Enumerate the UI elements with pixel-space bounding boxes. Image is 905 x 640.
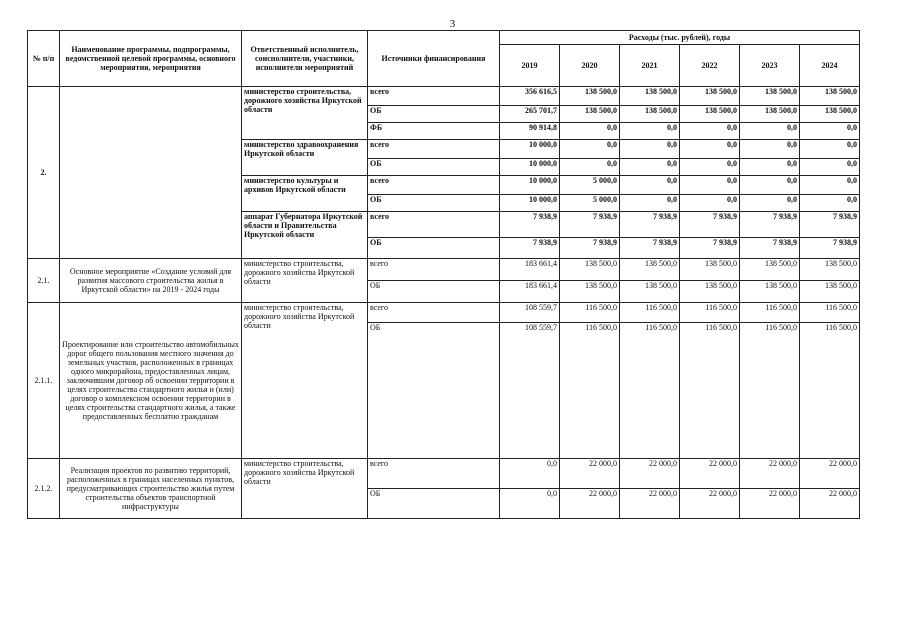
expense-value: 7 938,9 [740,238,800,259]
measure-name: Основное мероприятие «Создание условий для развития массового строительства жилья в Иркутской области» на 2019 - 2024 годы [60,259,242,303]
expense-value: 0,0 [800,140,860,159]
expense-value: 10 000,0 [500,159,560,176]
expense-value: 183 661,4 [500,281,560,303]
executor-name: министерство культуры и архивов Иркутской области [242,176,368,212]
executor-name: министерство строительства, дорожного хозяйства Иркутской области [242,459,368,519]
expense-value: 7 938,9 [680,238,740,259]
expense-value: 138 500,0 [800,281,860,303]
expense-value: 116 500,0 [800,323,860,459]
expense-value: 7 938,9 [740,212,800,238]
measure-name: Реализация проектов по развитию территорий, расположенных в границах населенных пунктов, предусматривающих строительство жилья путем строительства объектов транспортной инфраструктуры [60,459,242,519]
budget-table [27,30,860,519]
expense-value: 7 938,9 [800,238,860,259]
funding-source: ОБ [368,195,500,212]
funding-source: ОБ [368,281,500,303]
funding-source: всего [368,87,500,106]
expense-value: 138 500,0 [560,281,620,303]
header-year: 2024 [800,45,860,87]
expense-value: 7 938,9 [500,212,560,238]
expense-value: 22 000,0 [740,459,800,489]
expense-value: 0,0 [740,123,800,140]
expense-value: 0,0 [800,123,860,140]
expense-value: 22 000,0 [620,459,680,489]
expense-value: 7 938,9 [560,238,620,259]
expense-value: 0,0 [620,140,680,159]
expense-value: 7 938,9 [620,238,680,259]
funding-source: всего [368,259,500,281]
expense-value: 0,0 [800,159,860,176]
expense-value: 10 000,0 [500,195,560,212]
expense-value: 0,0 [680,140,740,159]
expense-value: 22 000,0 [620,489,680,519]
funding-source: ОБ [368,106,500,123]
funding-source: ОБ [368,323,500,459]
expense-value: 183 661,4 [500,259,560,281]
expense-value: 138 500,0 [680,106,740,123]
expense-value: 0,0 [740,195,800,212]
expense-value: 138 500,0 [620,87,680,106]
funding-source: всего [368,140,500,159]
expense-value: 7 938,9 [560,212,620,238]
expense-value: 0,0 [740,159,800,176]
header-expenses: Расходы (тыс. рублей), годы [500,31,860,45]
row-number: 2.1.2. [28,459,60,519]
expense-value: 0,0 [500,459,560,489]
expense-value: 138 500,0 [620,106,680,123]
executor-name: аппарат Губернатора Иркутской области и Правительства Иркутской области [242,212,368,259]
expense-value: 138 500,0 [680,259,740,281]
program-name [60,87,242,259]
expense-value: 138 500,0 [740,259,800,281]
funding-source: всего [368,176,500,195]
header-responsible: Ответственный исполнитель, соисполнители, участники, исполнители мероприятий [242,31,368,87]
expense-value: 138 500,0 [560,106,620,123]
header-year: 2021 [620,45,680,87]
funding-source: ОБ [368,489,500,519]
row-number: 2. [28,87,60,259]
expense-value: 116 500,0 [740,323,800,459]
header-year: 2023 [740,45,800,87]
expense-value: 22 000,0 [800,489,860,519]
expense-value: 5 000,0 [560,176,620,195]
expense-value: 0,0 [800,195,860,212]
expense-value: 0,0 [560,159,620,176]
funding-source: всего [368,212,500,238]
expense-value: 138 500,0 [680,281,740,303]
expense-value: 0,0 [620,123,680,140]
expense-value: 116 500,0 [560,323,620,459]
executor-name: министерство здравоохранения Иркутской области [242,140,368,176]
expense-value: 0,0 [740,140,800,159]
header-name: Наименование программы, подпрограммы, ведомственной целевой программы, основного мероприятия, мероприятия [60,31,242,87]
expense-value: 7 938,9 [800,212,860,238]
expense-value: 7 938,9 [620,212,680,238]
expense-value: 116 500,0 [680,323,740,459]
expense-value: 108 559,7 [500,303,560,323]
executor-name: министерство строительства, дорожного хозяйства Иркутской области [242,259,368,303]
expense-value: 5 000,0 [560,195,620,212]
header-year: 2022 [680,45,740,87]
expense-value: 0,0 [680,195,740,212]
executor-name: министерство строительства, дорожного хозяйства Иркутской области [242,303,368,459]
expense-value: 0,0 [680,159,740,176]
expense-value: 10 000,0 [500,176,560,195]
expense-value: 138 500,0 [560,259,620,281]
expense-value: 22 000,0 [680,459,740,489]
header-year: 2019 [500,45,560,87]
expense-value: 138 500,0 [560,87,620,106]
expense-value: 10 000,0 [500,140,560,159]
expense-value: 0,0 [680,176,740,195]
expense-value: 138 500,0 [800,106,860,123]
expense-value: 138 500,0 [620,281,680,303]
measure-name: Проектирование или строительство автомобильных дорог общего пользования местного значения до земельных участков, расположенных в границах одного микрорайона, предоставленных лицам, заключившим договор об освоении территории в целях строительства стандартного жилья и (или) договор о комплексном освоении территории в целях строительства стандартного жилья, а также предоставленных бесплатно гражданам [60,303,242,459]
funding-source: ОБ [368,238,500,259]
expense-value: 22 000,0 [740,489,800,519]
funding-source: ФБ [368,123,500,140]
expense-value: 22 000,0 [560,489,620,519]
expense-value: 0,0 [560,140,620,159]
funding-source: всего [368,459,500,489]
expense-value: 265 701,7 [500,106,560,123]
expense-value: 138 500,0 [740,281,800,303]
expense-value: 0,0 [500,489,560,519]
expense-value: 0,0 [680,123,740,140]
table-row [28,303,860,323]
expense-value: 116 500,0 [800,303,860,323]
expense-value: 0,0 [620,195,680,212]
expense-value: 138 500,0 [800,87,860,106]
expense-value: 116 500,0 [740,303,800,323]
expense-value: 116 500,0 [680,303,740,323]
expense-value: 22 000,0 [560,459,620,489]
table-row [28,459,860,489]
table-row [28,87,860,106]
expense-value: 108 559,7 [500,323,560,459]
expense-value: 116 500,0 [620,323,680,459]
expense-value: 138 500,0 [740,87,800,106]
table-row [28,259,860,281]
expense-value: 356 616,5 [500,87,560,106]
page-number: 3 [449,18,456,30]
row-number: 2.1.1. [28,303,60,459]
expense-value: 7 938,9 [500,238,560,259]
row-number: 2.1. [28,259,60,303]
expense-value: 0,0 [620,176,680,195]
header-num: № п/п [28,31,60,87]
expense-value: 138 500,0 [680,87,740,106]
expense-value: 7 938,9 [680,212,740,238]
expense-value: 0,0 [800,176,860,195]
expense-value: 22 000,0 [680,489,740,519]
expense-value: 0,0 [740,176,800,195]
expense-value: 22 000,0 [800,459,860,489]
expense-value: 138 500,0 [620,259,680,281]
expense-value: 116 500,0 [620,303,680,323]
executor-name: министерство строительства, дорожного хозяйства Иркутской области [242,87,368,140]
expense-value: 116 500,0 [560,303,620,323]
funding-source: всего [368,303,500,323]
header-sources: Источники финансирования [368,31,500,87]
expense-value: 138 500,0 [800,259,860,281]
expense-value: 138 500,0 [740,106,800,123]
funding-source: ОБ [368,159,500,176]
expense-value: 0,0 [620,159,680,176]
expense-value: 90 914,8 [500,123,560,140]
header-year: 2020 [560,45,620,87]
expense-value: 0,0 [560,123,620,140]
